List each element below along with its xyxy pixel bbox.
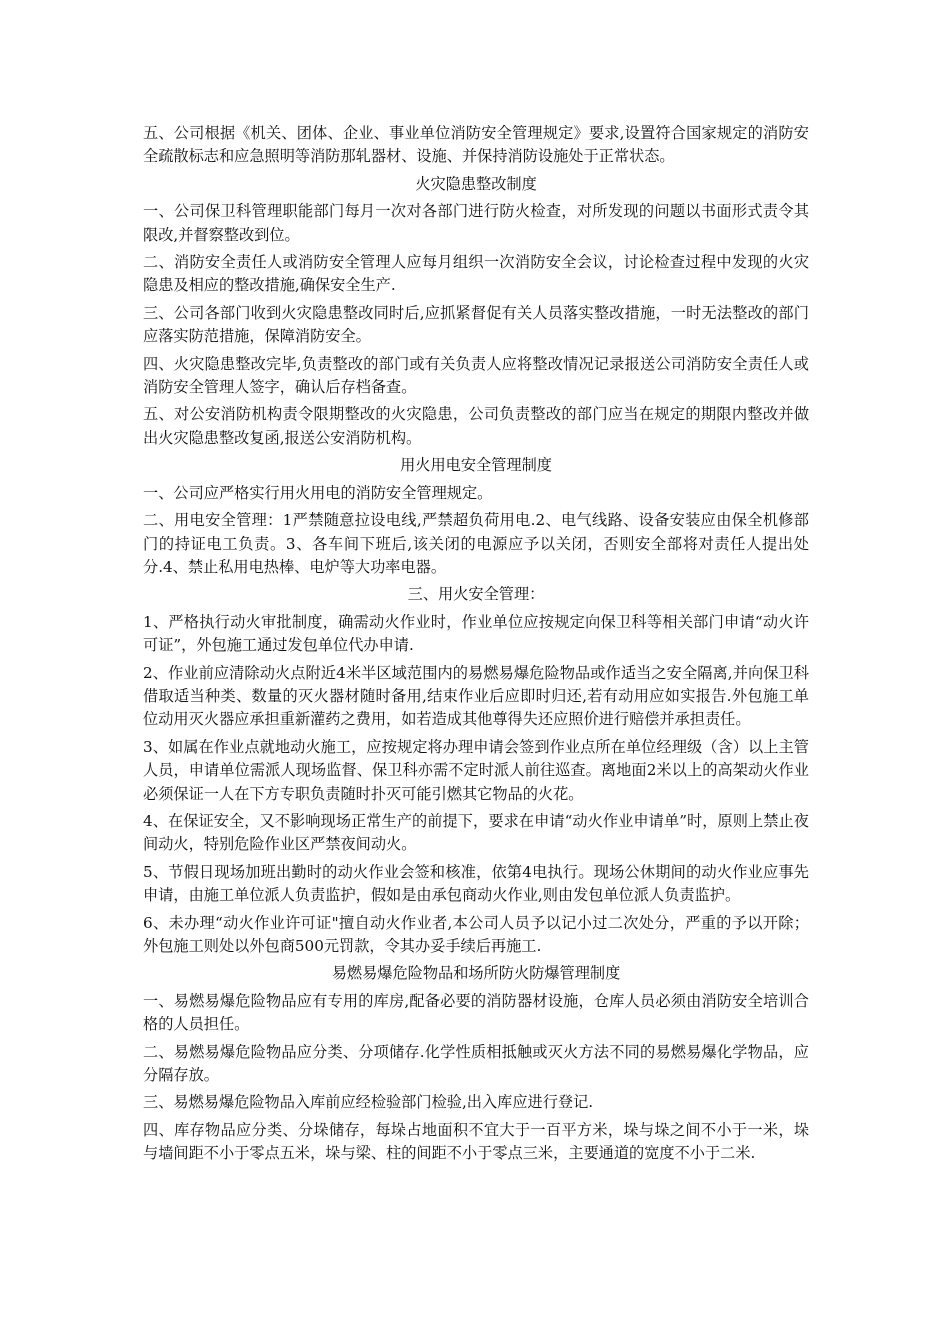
paragraph: 二、易燃易爆危险物品应分类、分项储存.化学性质相抵触或灭火方法不同的易燃易爆化学物品，应分隔存放。 [143,1042,809,1085]
paragraph: 一、公司保卫科管理职能部门每月一次对各部门进行防火检查，对所发现的问题以书面形式责令其限改,并督察整改到位。 [143,202,809,244]
paragraph: 一、公司应严格实行用火用电的消防安全管理规定。 [143,483,493,502]
paragraph: 一、易燃易爆危险物品应有专用的库房,配备必要的消防器材设施，仓库人员必须由消防安全培训合格的人员担任。 [143,991,809,1034]
document-page [143,122,809,1170]
paragraph: 3、如属在作业点就地动火施工，应按规定将办理申请会签到作业点所在单位经理级（含）以上主管人员，申请单位需派人现场监督、保卫科亦需不定时派人前往巡查。离地面2米以上的高架动火作业必须保证一人在下方专职负责随时扑灭可能引燃其它物品的火花。 [143,737,809,803]
paragraph: 四、库存物品应分类、分垛储存，每垛占地面积不宜大于一百平方米，垛与垛之间不小于一米，垛与墙间距不小于零点五米，垛与梁、柱的间距不小于零点三米，主要通道的宽度不小于二米. [143,1120,809,1163]
paragraph: 6、未办理“动火作业许可证"擅自动火作业者,本公司人员予以记小过二次处分，严重的予以开除；外包施工则处以外包商500元罚款，令其办妥手续后再施工. [143,913,809,955]
section-heading-fire-electricity: 用火用电安全管理制度 [400,456,552,475]
paragraph: 2、作业前应清除动火点附近4米半区域范围内的易燃易爆危险物品或作适当之安全隔离,并向保卫科借取适当种类、数量的灭火器材随时备用,结束作业后应即时归还,若有动用应如实报告.外包施工单位动用灭火器应承担重新灌药之费用，如若造成其他尊得失还应照价进行赔偿并承担责任。 [143,663,809,729]
paragraph: 三、易燃易爆危险物品入库前应经检验部门检验,出入库应进行登记. [143,1093,594,1112]
paragraph: 二、用电安全管理：1严禁随意拉设电线,严禁超负荷用电.2、电气线路、设备安装应由保全机修部门的持证电工负责。3、各车间下班后,该关闭的电源应予以关闭，否则安全部将对责任人提出处分.4、禁止私用电热棒、电炉等大功率电器。 [143,511,809,576]
paragraph: 1、严格执行动火审批制度，确需动火作业时，作业单位应按规定向保卫科等相关部门申请“动火许可证”，外包施工通过发包单位代办申请. [143,612,809,655]
paragraph: 三、公司各部门收到火灾隐患整改同时后,应抓紧督促有关人员落实整改措施，一时无法整改的部门应落实防范措施，保障消防安全。 [143,303,809,346]
section-heading-fire-hazard: 火灾隐患整改制度 [415,174,537,193]
intro-paragraph: 五、公司根据《机关、团体、企业、事业单位消防安全管理规定》要求,设置符合国家规定的消防安全疏散标志和应急照明等消防那轧器材、设施、并保持消防设施处于正常状态。 [143,124,809,166]
paragraph: 4、在保证安全，又不影响现场正常生产的前提下，要求在申请“动火作业申请单”时，原则上禁止夜间动火，特别危险作业区严禁夜间动火。 [143,811,809,854]
paragraph: 五、对公安消防机构责令限期整改的火灾隐患，公司负责整改的部门应当在规定的期限内整改并做出火灾隐患整改复函,报送公安消防机构。 [143,405,809,447]
paragraph: 二、消防安全责任人或消防安全管理人应每月组织一次消防安全会议，讨论检查过程中发现的火灾隐患及相应的整改措施,确保安全生产. [143,253,809,295]
paragraph: 5、节假日现场加班出勤时的动火作业会签和核准，依第4电执行。现场公休期间的动火作业应事先申请，由施工单位派人负责监护，假如是由承包商动火作业,则由发包单位派人负责监护。 [143,862,809,905]
section-heading-fire-use: 三、用火安全管理： [407,585,545,604]
section-heading-flammable: 易燃易爆危险物品和场所防火防爆管理制度 [331,964,621,983]
paragraph: 四、火灾隐患整改完毕,负责整改的部门或有关负责人应将整改情况记录报送公司消防安全责任人或消防安全管理人签字，确认后存档备查。 [143,354,809,397]
